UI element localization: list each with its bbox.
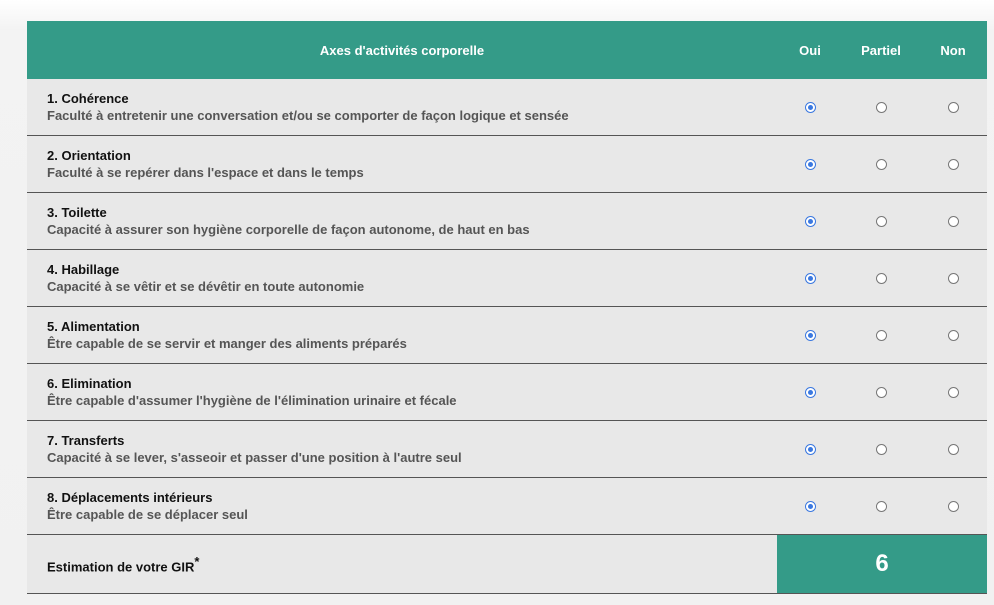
radio-cell-partiel — [843, 501, 919, 512]
row-subtitle: Faculté à entretenir une conversation et/ou se comporter de façon logique et sensée — [47, 108, 569, 123]
radio-cell-non — [919, 216, 987, 227]
radio-partiel[interactable] — [876, 102, 887, 113]
gir-result: 6 — [777, 535, 987, 593]
header-non: Non — [940, 42, 966, 58]
table-row — [27, 250, 987, 307]
table-row — [27, 478, 987, 535]
radio-oui[interactable] — [805, 159, 816, 170]
radio-cell-non — [919, 387, 987, 398]
radio-non[interactable] — [948, 330, 959, 341]
radio-cell-non — [919, 501, 987, 512]
row-title: 8. Déplacements intérieurs — [47, 490, 213, 505]
row-subtitle: Être capable de se déplacer seul — [47, 507, 248, 522]
radio-non[interactable] — [948, 501, 959, 512]
radio-cell-non — [919, 273, 987, 284]
radio-partiel[interactable] — [876, 159, 887, 170]
radio-cell-oui — [777, 387, 843, 398]
radio-cell-non — [919, 159, 987, 170]
gir-estimation-row — [27, 535, 987, 594]
radio-non[interactable] — [948, 102, 959, 113]
radio-cell-oui — [777, 273, 843, 284]
radio-partiel[interactable] — [876, 330, 887, 341]
radio-cell-partiel — [843, 273, 919, 284]
row-title: 3. Toilette — [47, 205, 107, 220]
row-description — [27, 147, 777, 181]
row-subtitle: Capacité à se lever, s'asseoir et passer d'une position à l'autre seul — [47, 450, 462, 465]
table-row — [27, 307, 987, 364]
table-row — [27, 193, 987, 250]
header-partiel: Partiel — [861, 42, 901, 58]
radio-cell-partiel — [843, 330, 919, 341]
row-subtitle: Faculté à se repérer dans l'espace et dans le temps — [47, 165, 364, 180]
radio-cell-partiel — [843, 387, 919, 398]
table-body — [27, 79, 987, 535]
table-row — [27, 421, 987, 478]
row-description — [27, 375, 777, 409]
row-subtitle: Être capable de se servir et manger des aliments préparés — [47, 336, 407, 351]
row-title: 4. Habillage — [47, 262, 120, 277]
radio-non[interactable] — [948, 273, 959, 284]
radio-non[interactable] — [948, 159, 959, 170]
row-title: 5. Alimentation — [47, 319, 140, 334]
row-description — [27, 204, 777, 238]
row-subtitle: Être capable d'assumer l'hygiène de l'élimination urinaire et fécale — [47, 393, 457, 408]
row-title: 1. Cohérence — [47, 91, 129, 106]
radio-partiel[interactable] — [876, 387, 887, 398]
row-title: 2. Orientation — [47, 148, 131, 163]
radio-cell-partiel — [843, 102, 919, 113]
table-row — [27, 364, 987, 421]
header-title: Axes d'activités corporelle — [319, 42, 485, 58]
table-row — [27, 136, 987, 193]
radio-oui[interactable] — [805, 501, 816, 512]
gir-table — [27, 21, 987, 594]
radio-non[interactable] — [948, 444, 959, 455]
table-row — [27, 79, 987, 136]
gir-estimation-label — [27, 554, 777, 574]
radio-oui[interactable] — [805, 102, 816, 113]
radio-oui[interactable] — [805, 387, 816, 398]
radio-oui[interactable] — [805, 444, 816, 455]
radio-partiel[interactable] — [876, 273, 887, 284]
header-oui: Oui — [799, 42, 821, 58]
radio-non[interactable] — [948, 387, 959, 398]
radio-non[interactable] — [948, 216, 959, 227]
row-description — [27, 90, 777, 124]
row-description — [27, 261, 777, 295]
radio-partiel[interactable] — [876, 444, 887, 455]
row-title: 6. Elimination — [47, 376, 132, 391]
radio-cell-non — [919, 102, 987, 113]
row-subtitle: Capacité à se vêtir et se dévêtir en toute autonomie — [47, 279, 365, 294]
row-title: 7. Transferts — [47, 433, 125, 448]
radio-cell-oui — [777, 102, 843, 113]
radio-partiel[interactable] — [876, 501, 887, 512]
radio-cell-partiel — [843, 216, 919, 227]
gir-label-text: Estimation de votre GIR — [47, 559, 195, 575]
radio-cell-oui — [777, 444, 843, 455]
radio-cell-oui — [777, 159, 843, 170]
radio-cell-partiel — [843, 444, 919, 455]
table-header — [27, 21, 987, 79]
row-description — [27, 489, 777, 523]
row-description — [27, 318, 777, 352]
row-description — [27, 432, 777, 466]
radio-cell-oui — [777, 501, 843, 512]
gir-asterisk: * — [194, 553, 200, 569]
radio-partiel[interactable] — [876, 216, 887, 227]
radio-cell-non — [919, 330, 987, 341]
radio-cell-partiel — [843, 159, 919, 170]
radio-oui[interactable] — [805, 273, 816, 284]
radio-cell-oui — [777, 330, 843, 341]
radio-cell-non — [919, 444, 987, 455]
radio-oui[interactable] — [805, 216, 816, 227]
radio-oui[interactable] — [805, 330, 816, 341]
row-subtitle: Capacité à assurer son hygiène corporelle de façon autonome, de haut en bas — [47, 222, 530, 237]
radio-cell-oui — [777, 216, 843, 227]
